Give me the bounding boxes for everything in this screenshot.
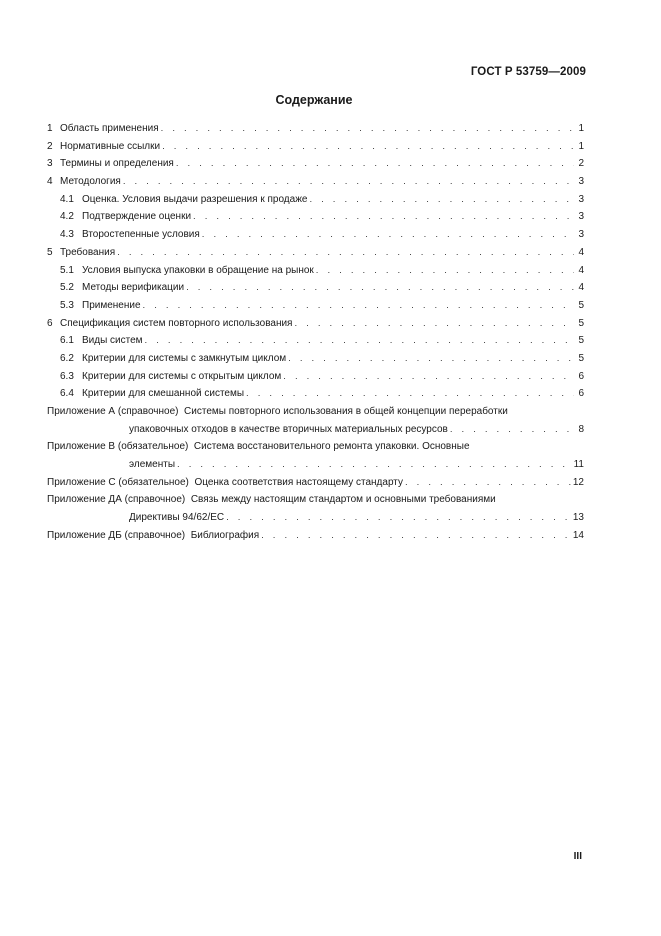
toc-entry[interactable] <box>47 173 584 191</box>
toc-entry-number: 6 <box>47 317 53 329</box>
toc-entry-title: Спецификация систем повторного использования <box>60 317 293 329</box>
dot-leader <box>161 120 574 138</box>
toc-entry-page: 4 <box>578 282 584 294</box>
dot-leader <box>226 509 571 527</box>
toc-appendix-da[interactable] <box>47 491 584 526</box>
toc-entry[interactable] <box>47 332 584 350</box>
toc-entry-title: Термины и определения <box>60 158 174 170</box>
dot-leader <box>405 474 571 492</box>
table-of-contents <box>47 120 584 545</box>
toc-entry-number: 6.4 <box>60 388 74 400</box>
toc-entry[interactable] <box>47 191 584 209</box>
toc-entry-page: 3 <box>578 193 584 205</box>
dot-leader <box>177 456 572 474</box>
toc-appendix-db[interactable] <box>47 527 584 545</box>
toc-entry-page: 14 <box>572 529 584 541</box>
dot-leader <box>143 297 574 315</box>
appendix-title-line1: Системы повторного использования в общей концепции переработки <box>184 406 508 417</box>
toc-entry-title: Подтверждение оценки <box>82 211 192 223</box>
toc-entry-number: 1 <box>47 123 53 134</box>
appendix-label: Приложение ДА (справочное) <box>47 494 186 506</box>
toc-entry[interactable] <box>47 385 584 403</box>
dot-leader <box>193 208 574 226</box>
toc-entry-number: 6.2 <box>60 352 74 364</box>
appendix-title-line1: Библиография <box>190 529 260 541</box>
dot-leader <box>288 350 574 368</box>
toc-entry-number: 5.1 <box>60 264 74 276</box>
toc-entry-title: Оценка. Условия выдачи разрешения к продаже <box>82 193 308 205</box>
appendix-title-line1: Связь между настоящим стандартом и основными требованиями <box>190 494 496 506</box>
toc-entry-number: 5.2 <box>60 282 74 294</box>
toc-entry-number: 4 <box>47 176 53 188</box>
toc-entry[interactable] <box>47 244 584 262</box>
toc-entry-number: 4.1 <box>60 193 74 205</box>
dot-leader <box>176 155 574 173</box>
toc-entry-number: 6.3 <box>60 370 74 382</box>
appendix-title-line2: упаковочных отходов в качестве вторичных материальных ресурсов <box>129 423 448 435</box>
dot-leader <box>145 332 574 350</box>
dot-leader <box>162 138 574 156</box>
toc-entry-title: Второстепенные условия <box>82 229 200 241</box>
toc-entry-page: 1 <box>578 140 584 152</box>
toc-entry-number: 4.3 <box>60 229 74 241</box>
toc-entry[interactable] <box>47 279 584 297</box>
toc-entry-title: Условия выпуска упаковки в обращение на рынок <box>82 264 314 276</box>
toc-entry-number: 6.1 <box>60 335 74 347</box>
toc-entry-page: 11 <box>573 459 584 471</box>
document-code: ГОСТ Р 53759—2009 <box>470 66 586 78</box>
dot-leader <box>309 191 574 209</box>
toc-entry-title: Методы верификации <box>82 282 185 294</box>
toc-entry-number: 5 <box>47 246 53 258</box>
toc-entry[interactable] <box>47 226 584 244</box>
dot-leader <box>117 244 574 262</box>
toc-entry-page: 3 <box>578 176 584 188</box>
toc-entry-page: 6 <box>578 388 584 400</box>
toc-entry-page: 12 <box>572 476 584 488</box>
toc-appendix-b[interactable] <box>47 438 584 473</box>
dot-leader <box>294 315 574 333</box>
toc-entry[interactable] <box>47 208 584 226</box>
dot-leader <box>246 385 574 403</box>
toc-entry-title: Критерии для системы с открытым циклом <box>82 370 282 382</box>
appendix-title-line2: Директивы 94/62/ЕС <box>129 512 225 524</box>
dot-leader <box>261 527 571 545</box>
toc-entry-title: Область применения <box>60 123 159 134</box>
toc-entry[interactable] <box>47 155 584 173</box>
appendix-label: Приложение С (обязательное) <box>47 476 189 488</box>
dot-leader <box>123 173 574 191</box>
dot-leader <box>450 421 574 439</box>
dot-leader <box>202 226 574 244</box>
toc-entry[interactable] <box>47 138 584 156</box>
toc-entry-page: 6 <box>578 370 584 382</box>
toc-entry-page: 13 <box>572 512 584 524</box>
appendix-label: Приложение А (справочное) <box>47 406 179 417</box>
toc-entry-page: 4 <box>578 264 584 276</box>
toc-entry-title: Требования <box>60 246 116 258</box>
toc-entry-page: 1 <box>578 123 584 134</box>
toc-entry-number: 5.3 <box>60 299 74 311</box>
toc-entry[interactable] <box>47 350 584 368</box>
toc-entry-page: 5 <box>578 352 584 364</box>
toc-entry[interactable] <box>47 315 584 333</box>
toc-appendix-a[interactable] <box>47 403 584 438</box>
toc-entry-page: 8 <box>578 423 584 435</box>
toc-title: Содержание <box>275 93 353 107</box>
dot-leader <box>283 368 574 386</box>
toc-entry[interactable] <box>47 262 584 280</box>
toc-entry-page: 5 <box>578 299 584 311</box>
toc-entry[interactable] <box>47 368 584 386</box>
dot-leader <box>186 279 574 297</box>
toc-entry-title: Методология <box>60 176 121 188</box>
toc-entry-title: Критерии для смешанной системы <box>82 388 245 400</box>
toc-entry[interactable] <box>47 120 584 138</box>
toc-entry-title: Критерии для системы с замкнутым циклом <box>82 352 287 364</box>
page-number: III <box>573 851 582 862</box>
appendix-title-line2: элементы <box>129 459 176 471</box>
toc-entry-page: 4 <box>578 246 584 258</box>
toc-entry-page: 2 <box>578 158 584 170</box>
toc-entry-page: 3 <box>578 229 584 241</box>
appendix-label: Приложение В (обязательное) <box>47 441 189 453</box>
toc-entry-page: 5 <box>578 335 584 347</box>
toc-entry-page: 3 <box>578 211 584 223</box>
dot-leader <box>316 262 574 280</box>
toc-entry-number: 2 <box>47 140 53 152</box>
appendix-label: Приложение ДБ (справочное) <box>47 529 186 541</box>
toc-appendix-c[interactable] <box>47 474 584 492</box>
toc-entry[interactable] <box>47 297 584 315</box>
toc-entry-page: 5 <box>578 317 584 329</box>
toc-entry-title: Применение <box>82 299 141 311</box>
toc-entry-number: 3 <box>47 158 53 170</box>
toc-entry-title: Виды систем <box>82 335 143 347</box>
appendix-title-line1: Оценка соответствия настоящему стандарту <box>194 476 403 488</box>
toc-entry-title: Нормативные ссылки <box>60 140 161 152</box>
appendix-title-line1: Система восстановительного ремонта упаковки. Основные <box>193 441 470 453</box>
toc-entry-number: 4.2 <box>60 211 74 223</box>
